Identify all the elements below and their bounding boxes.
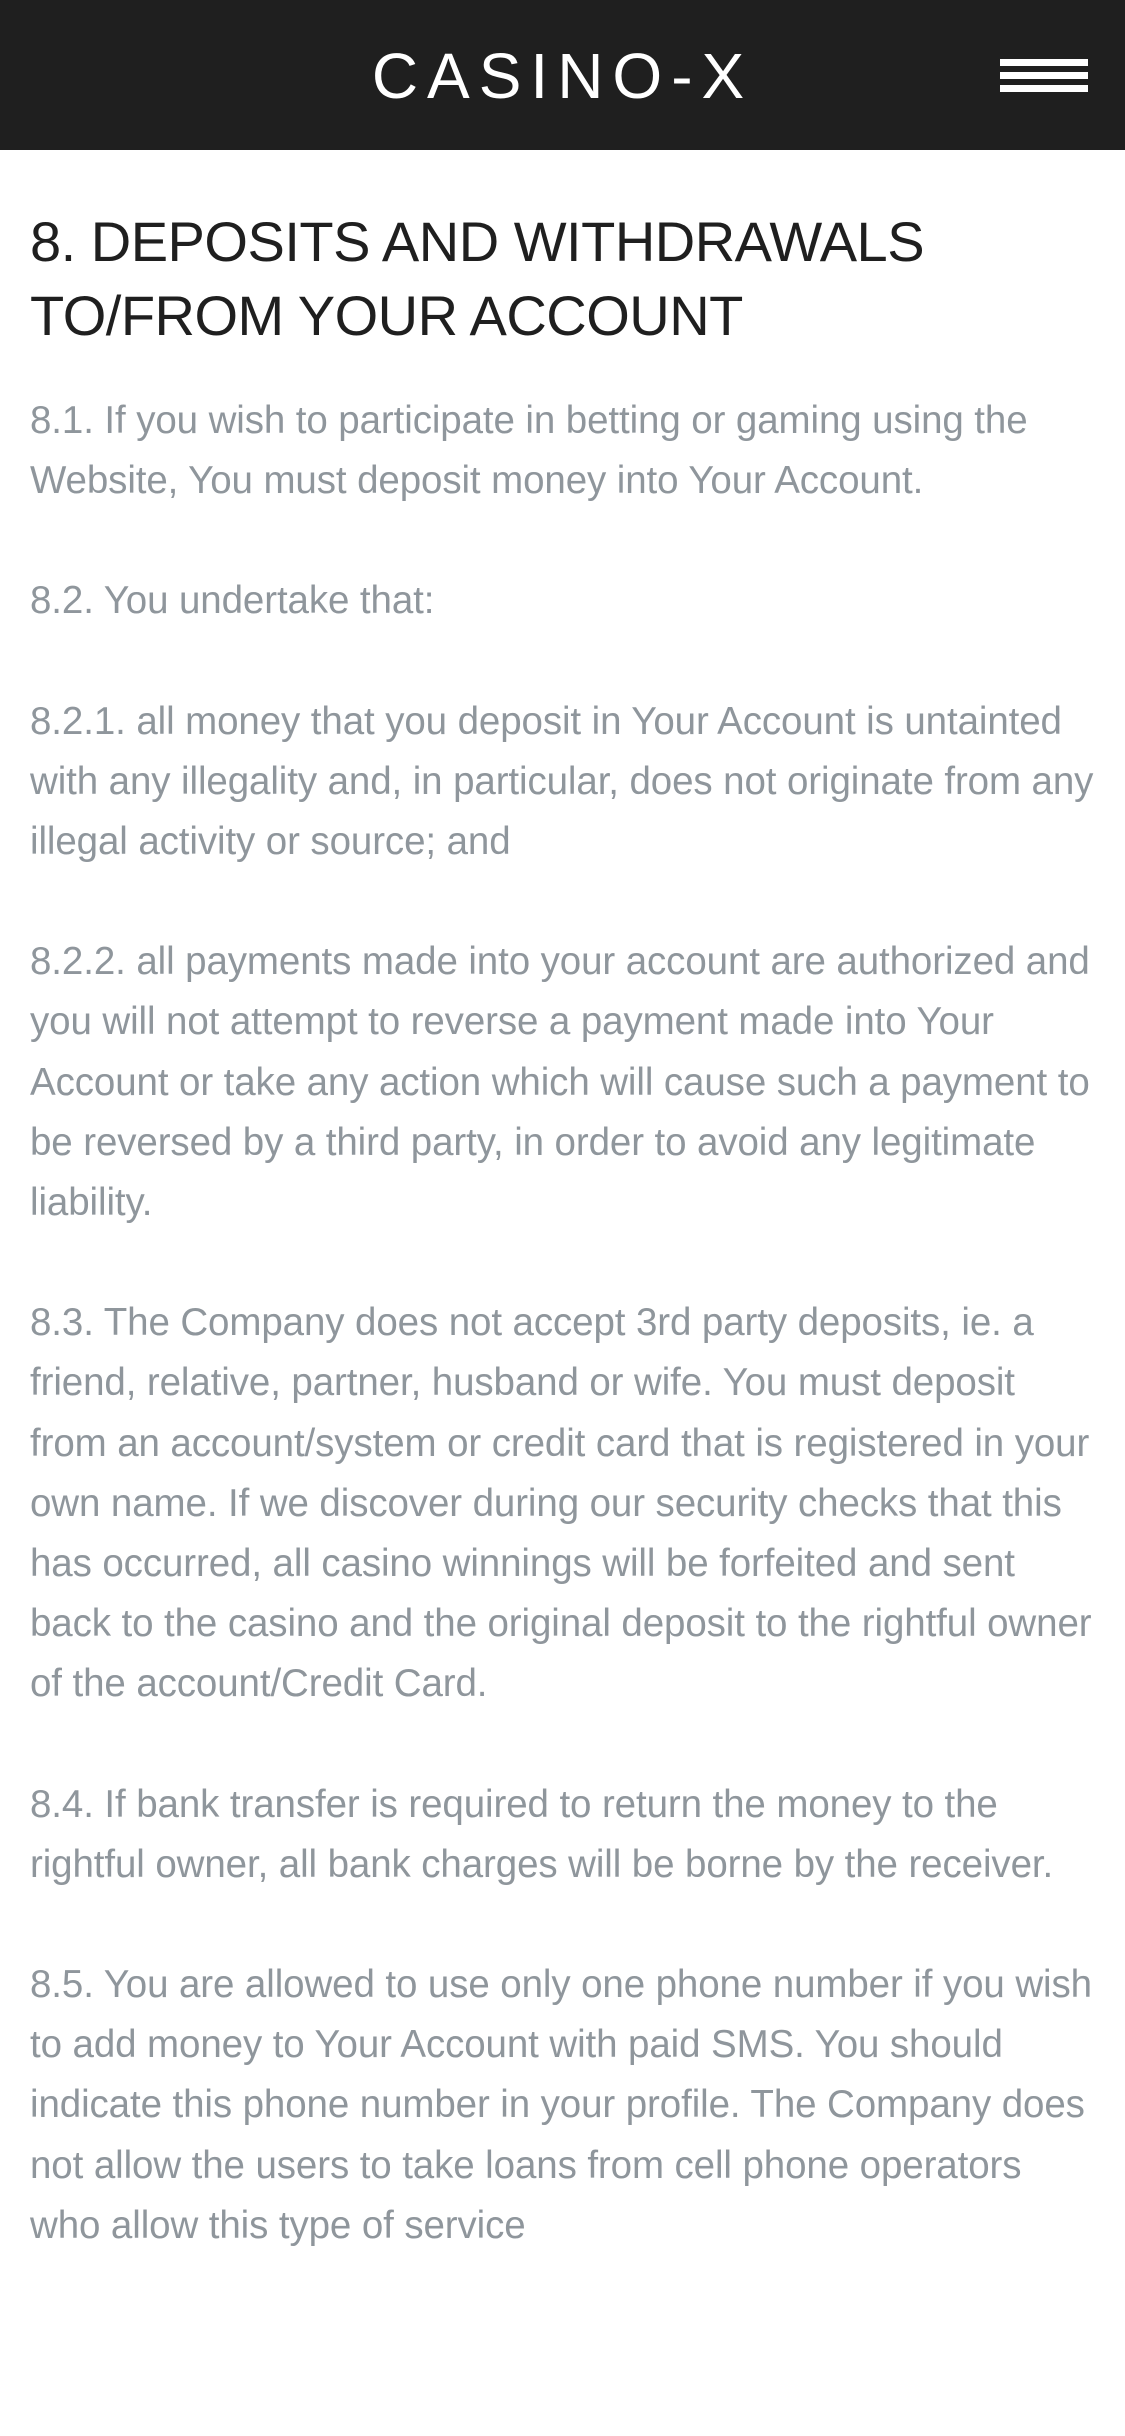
hamburger-menu-icon: [1000, 54, 1088, 98]
paragraph-8-4: 8.4. If bank transfer is required to return the money to the rightful owner, all bank charges will be borne by the receiver.: [30, 1782, 1054, 1886]
menu-button[interactable]: [994, 48, 1094, 104]
paragraph-8-2-2: 8.2.2. all payments made into your account are authorized and you will not attempt to reverse a payment made into Your Account or take any action which will cause such a payment to be reversed by a third party, in order to avoid any legitimate liability.: [30, 940, 1090, 1225]
paragraph-8-5: 8.5. You are allowed to use only one phone number if you wish to add money to Your Account with paid SMS. You should indicate this phone number in your profile. The Company does not allow the users to take loans from cell phone operators who allow this type of service: [30, 1963, 1092, 2247]
paragraph-8-1: 8.1. If you wish to participate in betting or gaming using the Website, You must deposit money into Your Account.: [30, 399, 1028, 503]
section-title: 8. DEPOSITS AND WITHDRAWALS TO/FROM YOUR ACCOUNT: [30, 210, 925, 347]
paragraph-8-2-1: 8.2.1. all money that you deposit in Your Account is untainted with any illegality and, in particular, does not originate from any illegal activity or source; and: [30, 699, 1094, 864]
top-header: [0, 0, 1125, 150]
terms-content: [30, 205, 1095, 2256]
casino-x-logo[interactable]: CASINO-X: [371, 40, 754, 112]
paragraph-8-3: 8.3. The Company does not accept 3rd party deposits, ie. a friend, relative, partner, husband or wife. You must deposit from an account/system or credit card that is registered in your own name. If we discover during our security checks that this has occurred, all casino winnings will be forfeited and sent back to the casino and the original deposit to the rightful owner of the account/Credit Card.: [30, 1301, 1092, 1706]
paragraph-8-2: 8.2. You undertake that:: [30, 579, 435, 623]
